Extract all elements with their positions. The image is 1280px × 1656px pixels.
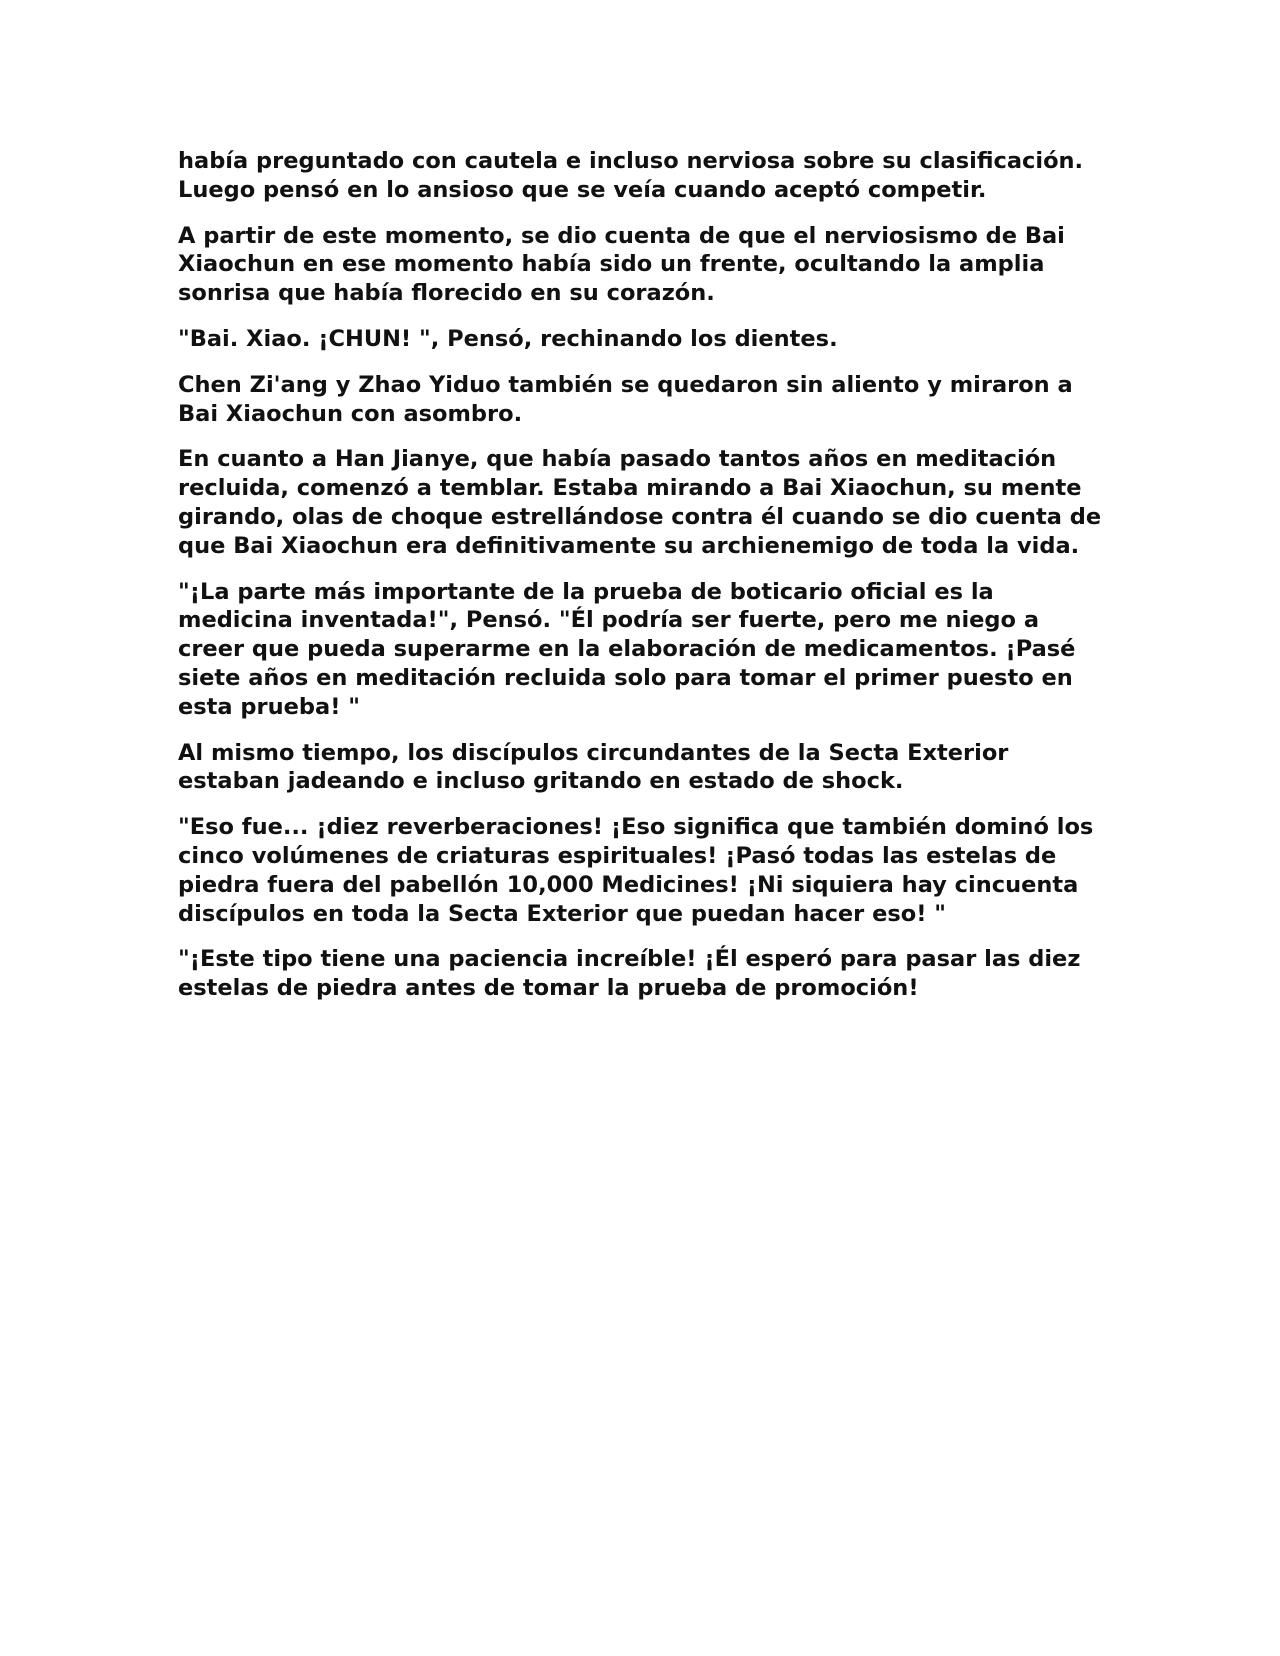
paragraph-9: "¡Este tipo tiene una paciencia increíble! ¡Él esperó para pasar las diez estelas de piedra antes de tomar la prueba de promoción!: [178, 946, 1081, 1002]
paragraph-5: En cuanto a Han Jianye, que había pasado tantos años en meditación recluida, comenzó a temblar. Estaba mirando a Bai Xiaochun, su mente girando, olas de choque estrellándose contra él cuando se dio cuenta de que Bai Xiaochun era definitivamente su archienemigo de toda la vida.: [178, 446, 1102, 559]
paragraph-3: "Bai. Xiao. ¡CHUN! ", Pensó, rechinando los dientes.: [178, 325, 838, 352]
paragraph-2: A partir de este momento, se dio cuenta de que el nerviosismo de Bai Xiaochun en ese momento había sido un frente, ocultando la amplia sonrisa que había florecido en su corazón.: [178, 222, 1065, 307]
paragraph-6: "¡La parte más importante de la prueba de boticario oficial es la medicina inventada!", Pensó. "Él podría ser fuerte, pero me niego a creer que pueda superarme en la elaboración de medicamentos. ¡Pasé siete años en meditación recluida solo para tomar el primer puesto en esta prueba! ": [178, 578, 1076, 720]
document-body: [178, 147, 1108, 1020]
paragraph-4: Chen Zi'ang y Zhao Yiduo también se quedaron sin aliento y miraron a Bai Xiaochun con asombro.: [178, 371, 1073, 427]
paragraph-7: Al mismo tiempo, los discípulos circundantes de la Secta Exterior estaban jadeando e incluso gritando en estado de shock.: [178, 739, 1009, 795]
paragraph-1: había preguntado con cautela e incluso nerviosa sobre su clasificación. Luego pensó en lo ansioso que se veía cuando aceptó competir.: [178, 148, 1084, 203]
paragraph-8: "Eso fue... ¡diez reverberaciones! ¡Eso significa que también dominó los cinco volúmenes de criaturas espirituales! ¡Pasó todas las estelas de piedra fuera del pabellón 10,000 Medicines! ¡Ni siquiera hay cincuenta discípulos en toda la Secta Exterior que puedan hacer eso! ": [178, 814, 1094, 927]
